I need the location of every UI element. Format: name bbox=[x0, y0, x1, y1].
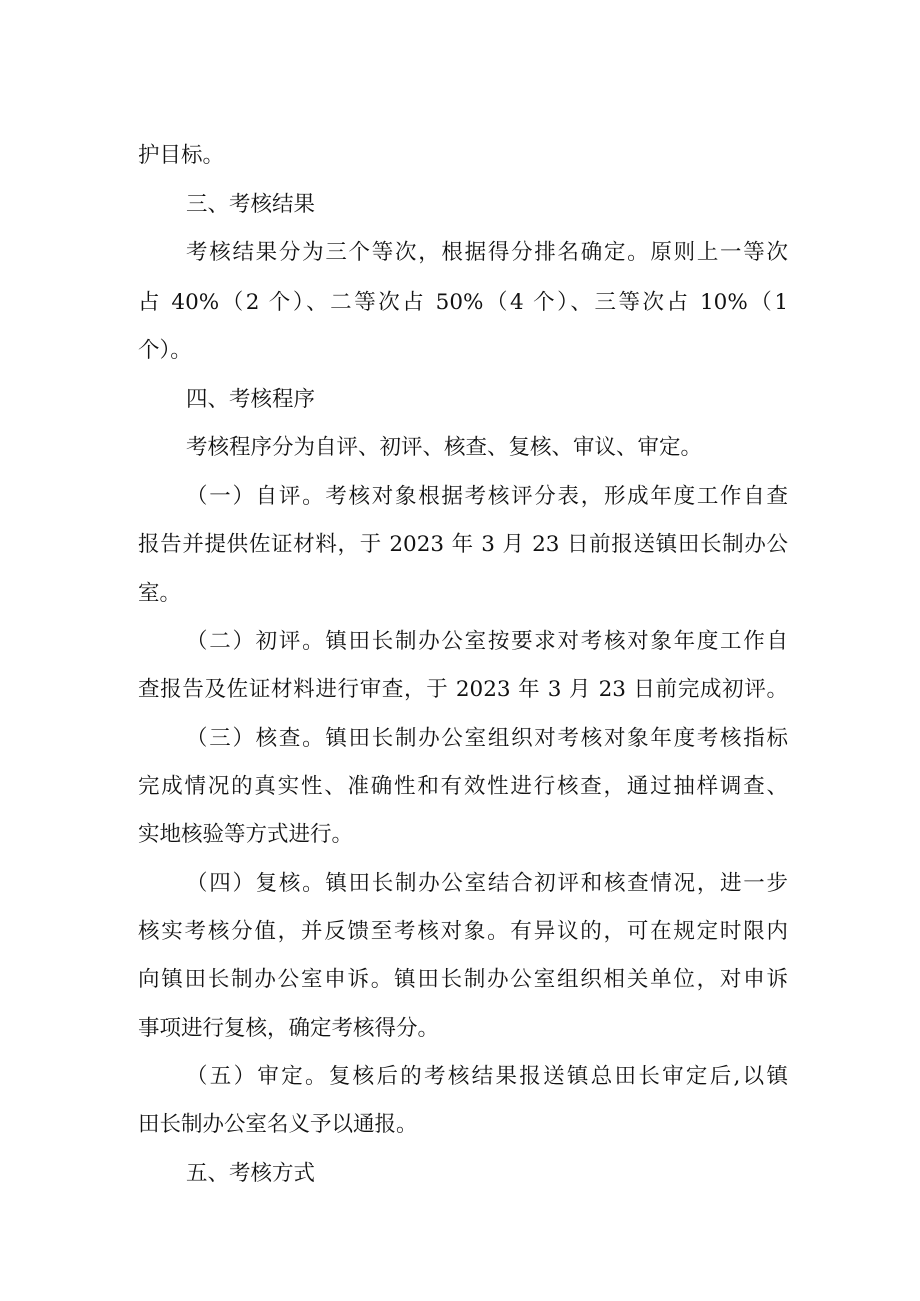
text-line-20: （五）审定。复核后的考核结果报送镇总田长审定后,以镇 bbox=[186, 1064, 788, 1089]
text-line-13: （三）核查。镇田长制办公室组织对考核对象年度考核指标 bbox=[186, 726, 788, 751]
text-line-14: 完成情况的真实性、准确性和有效性进行核查，通过抽样调查、 bbox=[138, 774, 788, 799]
text-line-4: 占 40%（2 个）、二等次占 50%（4 个）、三等次占 10%（1 bbox=[138, 290, 788, 315]
text-line-16: （四）复核。镇田长制办公室结合初评和核查情况，进一步 bbox=[186, 871, 788, 896]
text-line-11: （二）初评。镇田长制办公室按要求对考核对象年度工作自 bbox=[186, 629, 788, 654]
section-heading-5: 五、考核方式 bbox=[186, 1161, 316, 1186]
text-line-7: 考核程序分为自评、初评、核查、复核、审议、审定。 bbox=[186, 435, 703, 460]
text-line-18: 向镇田长制办公室申诉。镇田长制办公室组织相关单位，对申诉 bbox=[138, 967, 788, 992]
text-line-12: 查报告及佐证材料进行审查，于 2023 年 3 月 23 日前完成初评。 bbox=[138, 677, 788, 702]
text-line-19: 事项进行复核，确定考核得分。 bbox=[138, 1016, 440, 1041]
text-line-9: 报告并提供佐证材料，于 2023 年 3 月 23 日前报送镇田长制办公 bbox=[138, 532, 788, 557]
text-line-8: （一）自评。考核对象根据考核评分表，形成年度工作自查 bbox=[186, 484, 788, 509]
section-heading-4: 四、考核程序 bbox=[186, 387, 316, 412]
text-line-1: 护目标。 bbox=[138, 143, 225, 168]
text-line-10: 室。 bbox=[138, 581, 182, 606]
text-line-5: 个）。 bbox=[138, 338, 192, 363]
text-line-15: 实地核验等方式进行。 bbox=[138, 822, 354, 847]
text-line-21: 田长制办公室名义予以通报。 bbox=[138, 1112, 418, 1137]
text-line-17: 核实考核分值，并反馈至考核对象。有异议的，可在规定时限内 bbox=[138, 919, 788, 944]
section-heading-3: 三、考核结果 bbox=[186, 192, 316, 217]
text-line-3: 考核结果分为三个等次，根据得分排名确定。原则上一等次 bbox=[186, 240, 788, 265]
